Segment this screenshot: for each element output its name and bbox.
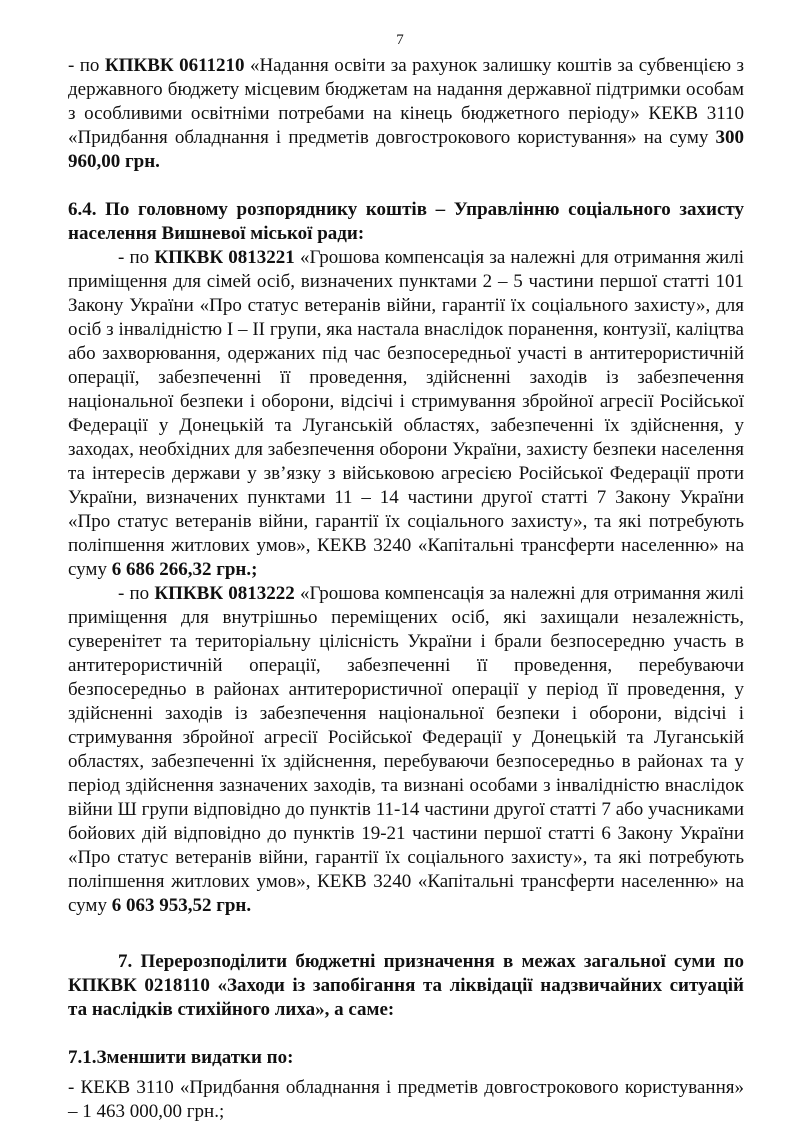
paragraph-kpkvk-0813221 (68, 246, 744, 582)
paragraph-text: «Грошова компенсація за належні для отримання жилі приміщення для внутрішньо переміщених осіб, які захищали незалежність, суверенітет та територіальну цілісність України і брали безпосередню участь в антитерористичній операції, забезпеченні її проведення, перебуваючи безпосередньо в районах антитерористичної операції у період її проведення, у здійсненні заходів із забезпечення національної безпеки і оборони, відсічі і стримування збройної агресії Російської Федерації у Донецькій та Луганській областях, забезпеченні їх здійснення, перебуваючи безпосередньо в районах та у період здійснення зазначених заходів, та визнані особами з інвалідністю внаслідок війни Ш групи відповідно до пунктів 11-14 частини другої статті 7 або учасниками бойових дій відповідно до пунктів 19-21 частини першої статті 6 Закону України «Про статус ветеранів війни, гарантії їх соціального захисту», та які потребують поліпшення житлових умов», КЕКВ 3240 «Капітальні трансферти населенню» на суму (68, 583, 744, 916)
program-code: КПКВК 0813221 (154, 247, 295, 268)
section-6-4-heading: 6.4. По головному розпоряднику коштів – Управлінню соціального захисту населення Вишневої міської ради: (68, 199, 744, 244)
paragraph-lead: - по (68, 55, 105, 76)
program-code: КПКВК 0813222 (154, 583, 295, 604)
section-7-1-heading: 7.1.Зменшити видатки по: (68, 1047, 294, 1068)
paragraph-kekv-3110: - КЕКВ 3110 «Придбання обладнання і предметів довгострокового користування» – 1 463 000,00 грн.; (68, 1077, 744, 1122)
page-number: 7 (396, 32, 404, 48)
section-7-heading: 7. Перерозподілити бюджетні призначення в межах загальної суми по КПКВК 0218110 «Заходи із запобігання та ліквідації надзвичайних ситуацій та наслідків стихійного лиха», а саме: (68, 951, 744, 1020)
program-code: КПКВК 0611210 (104, 55, 245, 76)
paragraph-kpkvk-0813222 (68, 582, 744, 918)
paragraph-lead: - по (118, 247, 155, 268)
amount: 6 063 953,52 грн. (111, 895, 252, 916)
paragraph-kpkvk-0611210 (68, 54, 744, 174)
paragraph-text: «Надання освіти за рахунок залишку коштів за субвенцією з державного бюджету місцевим бюджетам на надання державної підтримки особам з особливими освітніми потребами на кінець бюджетного періоду» КЕКВ 3110 «Придбання обладнання і предметів довгострокового користування» на суму (68, 55, 744, 148)
paragraph-lead: - по (118, 583, 155, 604)
amount: 300 960,00 грн. (68, 127, 744, 172)
paragraph-text: «Грошова компенсація за належні для отримання жилі приміщення для сімей осіб, визначених пунктами 2 – 5 частини першої статті 101 Закону України «Про статус ветеранів війни, гарантії їх соціального захисту», для осіб з інвалідністю І – ІІ групи, яка настала внаслідок поранення, контузії, каліцтва або захворювання, одержаних під час безпосередньої участі в антитерористичній операції, забезпеченні її проведення, здійсненні заходів із забезпечення національної безпеки і оборони, відсічі і стримування збройної агресії Російської Федерації у Донецькій та Луганській областях, забезпеченні їх здійснення, у заходах, необхідних для забезпечення оборони України, захисту безпеки населення та інтересів держави у зв’язку з військовою агресією Російської Федерації проти України, визначених пунктами 11 – 14 частини другої статті 7 Закону України «Про статус ветеранів війни, гарантії їх соціального захисту», та які потребують поліпшення житлових умов», КЕКВ 3240 «Капітальні трансферти населенню» на суму (68, 247, 744, 580)
amount: 6 686 266,32 грн.; (111, 559, 258, 580)
